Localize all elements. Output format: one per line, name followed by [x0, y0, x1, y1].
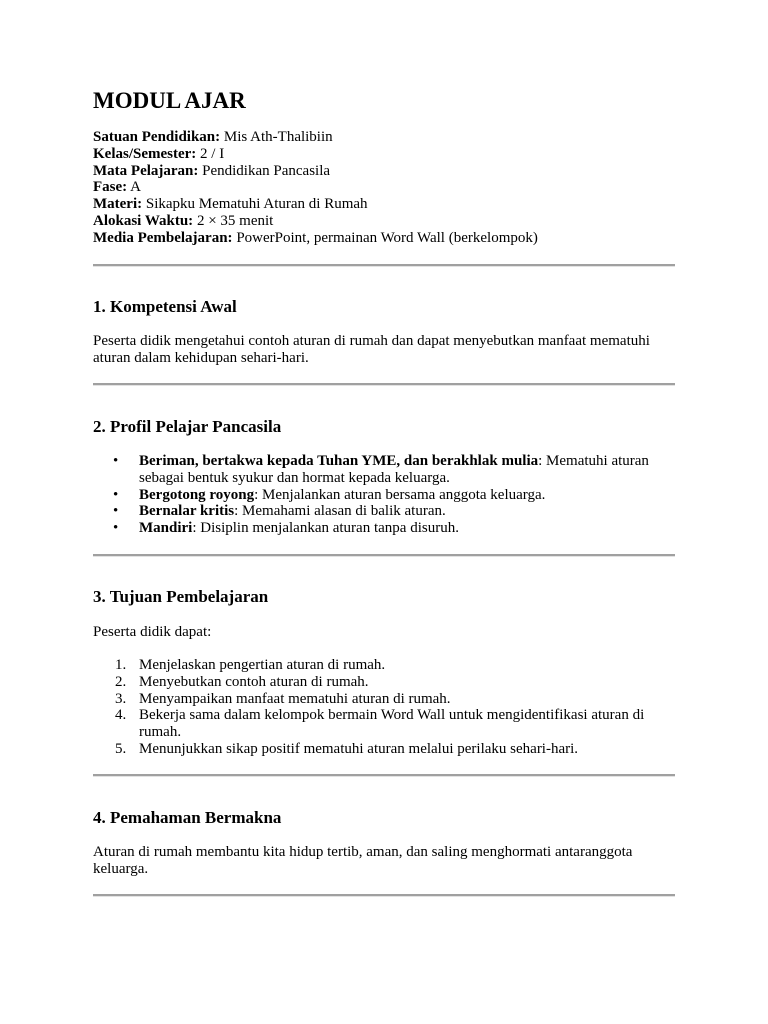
profil-desc: : Mematuhi aturan sebagai bentuk syukur dan hormat kepada keluarga.: [139, 453, 649, 486]
section-heading-tujuan: 3. Tujuan Pembelajaran: [93, 587, 269, 606]
meta-row-satuan: [93, 129, 538, 146]
bullet-icon: •: [113, 453, 119, 469]
meta-label: Kelas/Semester:: [93, 145, 197, 162]
section-divider: [93, 774, 675, 777]
meta-value: 2 / I: [200, 145, 225, 162]
meta-value: PowerPoint, permainan Word Wall (berkelompok): [236, 229, 538, 246]
list-number: 3.: [115, 690, 127, 707]
tujuan-text: Menjelaskan pengertian aturan di rumah.: [139, 657, 386, 673]
document-title: MODUL AJAR: [93, 88, 246, 113]
pemahaman-text: Aturan di rumah membantu kita hidup tertib, aman, dan saling menghormati antaranggota keluarga.: [93, 844, 633, 877]
section-divider: [93, 554, 675, 557]
list-item: [93, 520, 678, 537]
meta-value: Sikapku Mematuhi Aturan di Rumah: [145, 196, 368, 213]
list-number: 5.: [115, 740, 127, 757]
tujuan-text: Bekerja sama dalam kelompok bermain Word Wall untuk mengidentifikasi aturan di rumah.: [139, 707, 645, 741]
metadata-block: [93, 129, 538, 247]
list-item: [93, 487, 678, 504]
meta-value: Mis Ath-Thalibiin: [223, 129, 333, 145]
kompetensi-text: Peserta didik mengetahui contoh aturan di rumah dan dapat menyebutkan manfaat mematuhi aturan dalam kehidupan sehari-hari.: [93, 333, 650, 366]
meta-label: Alokasi Waktu:: [93, 212, 194, 229]
bullet-icon: •: [113, 520, 119, 537]
section-heading-profil: 2. Profil Pelajar Pancasila: [93, 417, 282, 436]
profil-term: Mandiri: [139, 520, 193, 537]
list-item: [93, 453, 678, 487]
meta-row-fase: [93, 179, 538, 196]
meta-row-mapel: [93, 163, 538, 180]
section-divider: [93, 264, 675, 267]
list-item: [93, 707, 678, 741]
section-heading-pemahaman: 4. Pemahaman Bermakna: [93, 808, 282, 827]
list-item: [93, 657, 678, 674]
meta-row-media: [93, 230, 538, 247]
meta-label: Materi:: [93, 196, 143, 213]
tujuan-intro: Peserta didik dapat:: [93, 624, 212, 640]
profil-term: Beriman, bertakwa kepada Tuhan YME, dan berakhlak mulia: [139, 453, 539, 469]
meta-value: Pendidikan Pancasila: [202, 162, 331, 179]
profil-desc: : Memahami alasan di balik aturan.: [234, 503, 446, 520]
profil-desc: : Menjalankan aturan bersama anggota keluarga.: [254, 486, 546, 503]
list-item: [93, 503, 678, 520]
bullet-icon: •: [113, 486, 119, 503]
meta-label: Media Pembelajaran:: [93, 229, 233, 246]
bullet-icon: •: [113, 503, 119, 520]
section-heading-kompetensi: 1. Kompetensi Awal: [93, 297, 237, 316]
meta-label: Fase:: [93, 179, 128, 196]
meta-value: A: [130, 179, 141, 196]
list-item: [93, 691, 678, 708]
meta-label: Mata Pelajaran:: [93, 162, 199, 179]
tujuan-list: [93, 657, 678, 758]
section-divider: [93, 383, 675, 386]
section-divider: [93, 894, 675, 897]
profil-term: Bergotong royong: [139, 486, 255, 503]
list-number: 4.: [115, 707, 127, 724]
profil-list: [93, 453, 678, 537]
meta-value: 2 × 35 menit: [196, 212, 274, 229]
meta-row-alokasi: [93, 213, 538, 230]
tujuan-text: Menunjukkan sikap positif mematuhi aturan melalui perilaku sehari-hari.: [139, 740, 579, 757]
list-item: [93, 741, 678, 758]
list-number: 1.: [115, 657, 127, 673]
profil-term: Bernalar kritis: [139, 503, 235, 520]
meta-row-kelas: [93, 146, 538, 163]
list-item: [93, 674, 678, 691]
tujuan-text: Menyebutkan contoh aturan di rumah.: [139, 673, 369, 690]
meta-row-materi: [93, 196, 538, 213]
list-number: 2.: [115, 673, 127, 690]
profil-desc: : Disiplin menjalankan aturan tanpa disuruh.: [192, 520, 459, 537]
tujuan-text: Menyampaikan manfaat mematuhi aturan di rumah.: [139, 690, 451, 707]
meta-label: Satuan Pendidikan:: [93, 129, 221, 145]
